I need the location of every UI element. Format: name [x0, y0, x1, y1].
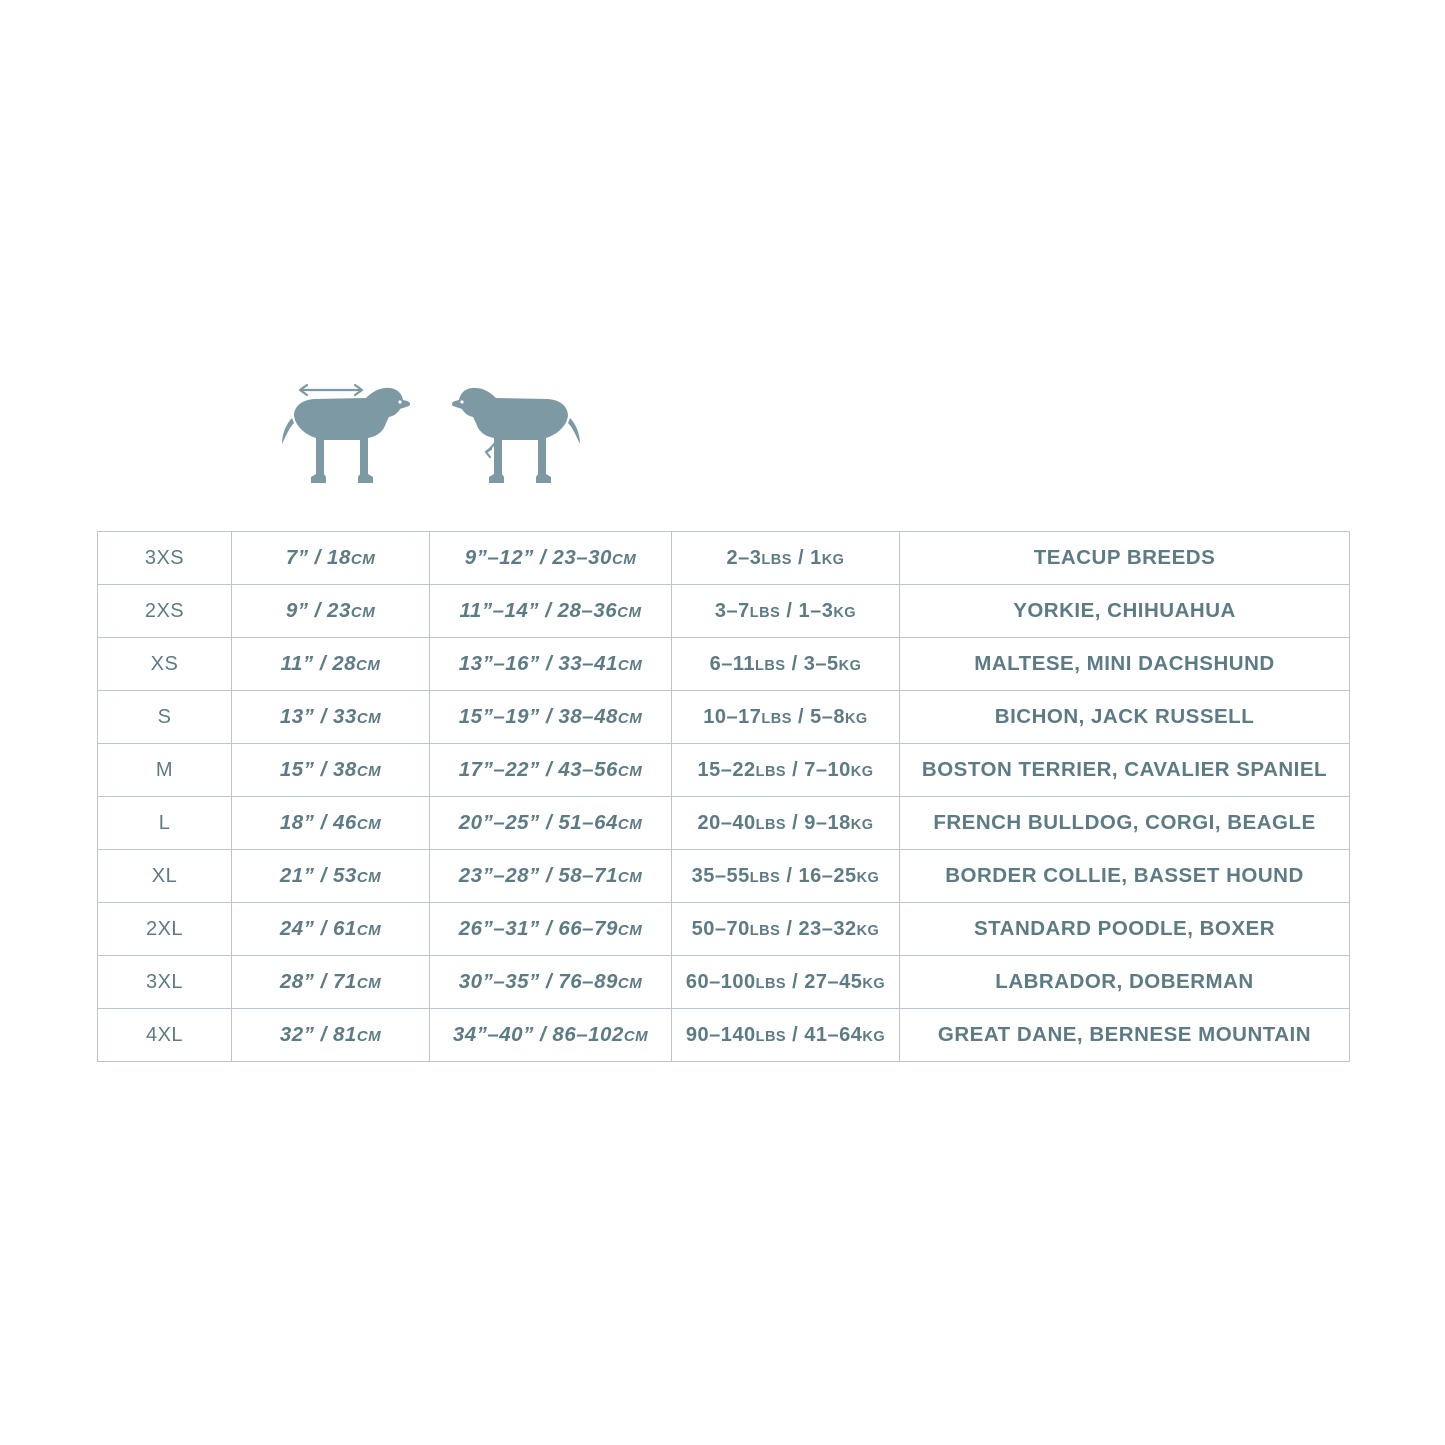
cell-breeds: LABRADOR, DOBERMAN: [900, 956, 1350, 1009]
cell-chest-girth: 26”–31” / 66–79CM: [430, 903, 672, 956]
dog-silhouette-right-icon: [452, 388, 580, 483]
cell-size: M: [98, 744, 232, 797]
cell-back-length: 9” / 23CM: [232, 585, 430, 638]
cell-breeds: TEACUP BREEDS: [900, 532, 1350, 585]
cell-chest-girth: 15”–19” / 38–48CM: [430, 691, 672, 744]
cell-breeds: BICHON, JACK RUSSELL: [900, 691, 1350, 744]
back-length-arrow-icon: [300, 385, 362, 395]
cell-size: XS: [98, 638, 232, 691]
cell-breeds: MALTESE, MINI DACHSHUND: [900, 638, 1350, 691]
cell-chest-girth: 34”–40” / 86–102CM: [430, 1009, 672, 1062]
cell-size: 2XL: [98, 903, 232, 956]
size-chart-table: [97, 531, 1350, 1062]
cell-weight: 20–40LBS / 9–18KG: [672, 797, 900, 850]
cell-breeds: YORKIE, CHIHUAHUA: [900, 585, 1350, 638]
cell-back-length: 7” / 18CM: [232, 532, 430, 585]
cell-size: 3XL: [98, 956, 232, 1009]
cell-breeds: STANDARD POODLE, BOXER: [900, 903, 1350, 956]
cell-chest-girth: 13”–16” / 33–41CM: [430, 638, 672, 691]
cell-size: 2XS: [98, 585, 232, 638]
cell-weight: 3–7LBS / 1–3KG: [672, 585, 900, 638]
table-row: [98, 691, 1350, 744]
cell-breeds: BOSTON TERRIER, CAVALIER SPANIEL: [900, 744, 1350, 797]
cell-back-length: 28” / 71CM: [232, 956, 430, 1009]
table-row: [98, 850, 1350, 903]
cell-breeds: BORDER COLLIE, BASSET HOUND: [900, 850, 1350, 903]
cell-back-length: 21” / 53CM: [232, 850, 430, 903]
table-row: [98, 903, 1350, 956]
cell-breeds: GREAT DANE, BERNESE MOUNTAIN: [900, 1009, 1350, 1062]
table-row: [98, 797, 1350, 850]
cell-back-length: 18” / 46CM: [232, 797, 430, 850]
cell-weight: 90–140LBS / 41–64KG: [672, 1009, 900, 1062]
cell-weight: 35–55LBS / 16–25KG: [672, 850, 900, 903]
table-row: [98, 585, 1350, 638]
dog-measurement-illustration: [280, 378, 590, 508]
cell-weight: 6–11LBS / 3–5KG: [672, 638, 900, 691]
table-row: [98, 1009, 1350, 1062]
cell-size: 3XS: [98, 532, 232, 585]
cell-size: S: [98, 691, 232, 744]
cell-back-length: 11” / 28CM: [232, 638, 430, 691]
cell-size: L: [98, 797, 232, 850]
cell-breeds: FRENCH BULLDOG, CORGI, BEAGLE: [900, 797, 1350, 850]
table-row: [98, 638, 1350, 691]
cell-chest-girth: 20”–25” / 51–64CM: [430, 797, 672, 850]
cell-back-length: 15” / 38CM: [232, 744, 430, 797]
cell-weight: 10–17LBS / 5–8KG: [672, 691, 900, 744]
cell-weight: 15–22LBS / 7–10KG: [672, 744, 900, 797]
cell-chest-girth: 17”–22” / 43–56CM: [430, 744, 672, 797]
cell-chest-girth: 9”–12” / 23–30CM: [430, 532, 672, 585]
table-row: [98, 744, 1350, 797]
cell-weight: 2–3LBS / 1KG: [672, 532, 900, 585]
cell-chest-girth: 30”–35” / 76–89CM: [430, 956, 672, 1009]
table-row: [98, 956, 1350, 1009]
cell-chest-girth: 23”–28” / 58–71CM: [430, 850, 672, 903]
table-row: [98, 532, 1350, 585]
cell-size: XL: [98, 850, 232, 903]
cell-weight: 60–100LBS / 27–45KG: [672, 956, 900, 1009]
cell-back-length: 24” / 61CM: [232, 903, 430, 956]
cell-chest-girth: 11”–14” / 28–36CM: [430, 585, 672, 638]
dog-silhouette-left-icon: [282, 388, 410, 483]
cell-back-length: 32” / 81CM: [232, 1009, 430, 1062]
cell-back-length: 13” / 33CM: [232, 691, 430, 744]
cell-size: 4XL: [98, 1009, 232, 1062]
cell-weight: 50–70LBS / 23–32KG: [672, 903, 900, 956]
